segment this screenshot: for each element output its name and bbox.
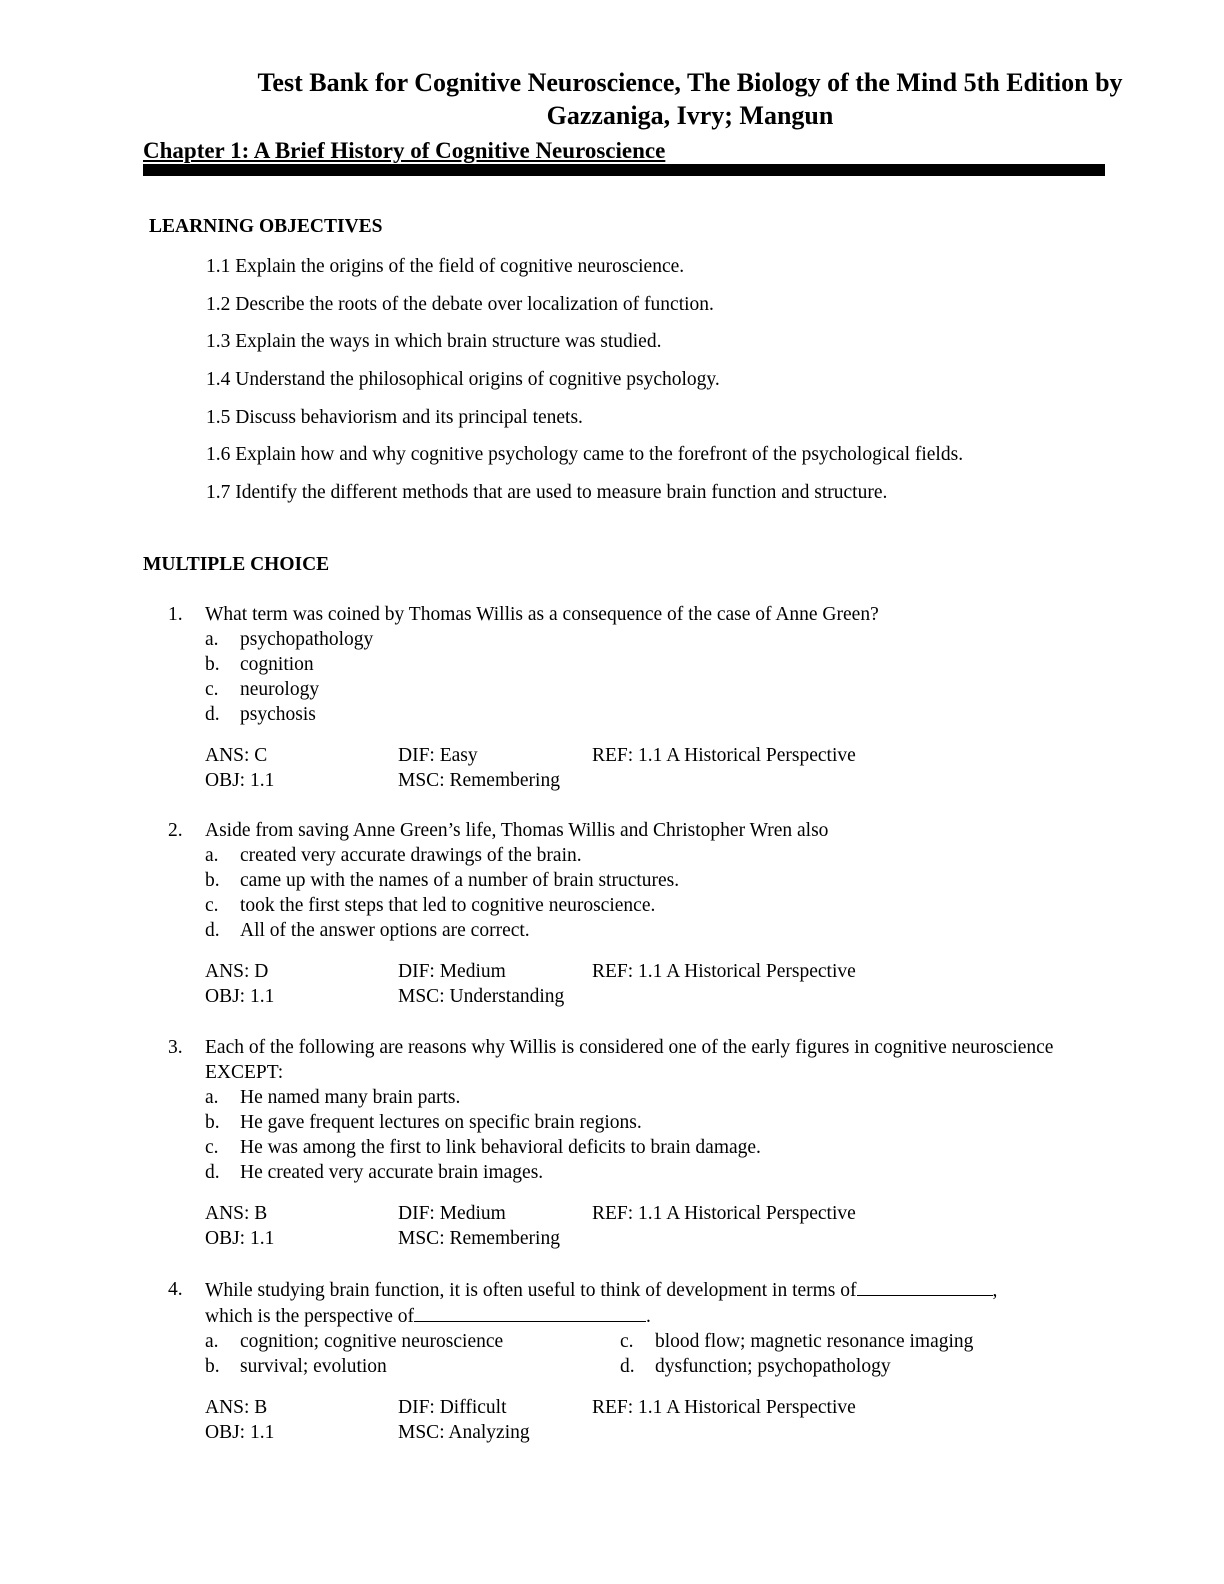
skill-level: MSC: Remembering <box>398 770 560 791</box>
difficulty: DIF: Easy <box>398 745 478 766</box>
option-text: neurology <box>240 679 320 700</box>
option-text: cognition; cognitive neuroscience <box>240 1331 504 1352</box>
question-3 <box>168 1035 1108 1251</box>
option-list <box>205 843 1108 943</box>
reference: REF: 1.1 A Historical Perspective <box>592 745 856 766</box>
option-letter: d. <box>205 920 220 941</box>
reference: REF: 1.1 A Historical Perspective <box>592 961 856 982</box>
answer-option <box>205 1135 1108 1160</box>
objective-ref: OBJ: 1.1 <box>205 1228 275 1249</box>
answer-option <box>205 843 1108 868</box>
objective-ref: OBJ: 1.1 <box>205 1422 275 1443</box>
option-text: came up with the names of a number of brain structures. <box>240 870 680 891</box>
skill-level: MSC: Understanding <box>398 986 565 1007</box>
objective-item: 1.3 Explain the ways in which brain structure was studied. <box>206 331 662 353</box>
question-metadata <box>205 1201 1108 1251</box>
option-letter: b. <box>205 654 220 675</box>
difficulty: DIF: Medium <box>398 961 506 982</box>
question-metadata <box>205 959 1108 1009</box>
question-stem-part: , <box>992 1280 998 1301</box>
option-text: All of the answer options are correct. <box>240 920 530 941</box>
option-letter: a. <box>205 1087 219 1108</box>
skill-level: MSC: Analyzing <box>398 1422 530 1443</box>
difficulty: DIF: Difficult <box>398 1397 507 1418</box>
option-letter: b. <box>205 1356 220 1377</box>
answer-option <box>205 677 1108 702</box>
answer-key: ANS: B <box>205 1397 268 1418</box>
question-stem: What term was coined by Thomas Willis as a consequence of the case of Anne Green? <box>205 604 879 625</box>
question-4 <box>168 1277 1108 1445</box>
option-letter: d. <box>205 704 220 725</box>
fill-in-blank <box>857 1277 993 1296</box>
option-text: created very accurate drawings of the brain. <box>240 845 582 866</box>
answer-option <box>620 1354 1040 1379</box>
reference: REF: 1.1 A Historical Perspective <box>592 1397 856 1418</box>
question-stem: Aside from saving Anne Green’s life, Thomas Willis and Christopher Wren also <box>205 820 829 841</box>
question-number: 4. <box>168 1279 183 1300</box>
question-stem: Each of the following are reasons why Willis is considered one of the early figures in cognitive neuroscience EXCEPT: <box>205 1037 1054 1083</box>
question-number: 1. <box>168 604 183 625</box>
option-text: cognition <box>240 654 314 675</box>
option-text: survival; evolution <box>240 1356 387 1377</box>
option-text: dysfunction; psychopathology <box>655 1356 891 1377</box>
option-letter: d. <box>205 1162 220 1183</box>
learning-objectives-heading: LEARNING OBJECTIVES <box>149 216 383 237</box>
question-stem-part: which is the perspective of <box>205 1306 415 1327</box>
fill-in-blank <box>414 1303 646 1322</box>
answer-option <box>620 1329 1040 1354</box>
option-letter: b. <box>205 870 220 891</box>
objective-item: 1.4 Understand the philosophical origins of cognitive psychology. <box>206 369 720 391</box>
option-letter: b. <box>205 1112 220 1133</box>
objective-ref: OBJ: 1.1 <box>205 770 275 791</box>
option-text: took the first steps that led to cognitive neuroscience. <box>240 895 656 916</box>
learning-objectives-list <box>206 254 1106 518</box>
answer-option <box>205 1329 620 1354</box>
question-stem-part: . <box>646 1306 651 1327</box>
multiple-choice-heading: MULTIPLE CHOICE <box>143 554 330 575</box>
option-letter: c. <box>205 895 219 916</box>
answer-option <box>205 893 1108 918</box>
reference: REF: 1.1 A Historical Perspective <box>592 1203 856 1224</box>
answer-option <box>205 702 1108 727</box>
question-number: 3. <box>168 1037 183 1058</box>
objective-item: 1.7 Identify the different methods that are used to measure brain function and structure. <box>206 482 888 504</box>
question-metadata <box>205 743 1108 793</box>
option-text: He was among the first to link behavioral deficits to brain damage. <box>240 1137 761 1158</box>
option-letter: c. <box>205 679 219 700</box>
option-list <box>205 627 1108 727</box>
page-title <box>140 66 1224 132</box>
answer-option <box>205 652 1108 677</box>
answer-key: ANS: C <box>205 745 268 766</box>
option-grid <box>205 1329 1108 1379</box>
option-text: psychosis <box>240 704 316 725</box>
title-line-1: Test Bank for Cognitive Neuroscience, The Biology of the Mind 5th Edition by <box>257 68 1123 97</box>
option-letter: a. <box>205 1331 219 1352</box>
answer-option <box>205 868 1108 893</box>
option-text: He named many brain parts. <box>240 1087 461 1108</box>
objective-item: 1.1 Explain the origins of the field of cognitive neuroscience. <box>206 256 685 277</box>
option-list <box>205 1085 1108 1185</box>
answer-option <box>205 918 1108 943</box>
option-letter: a. <box>205 629 219 650</box>
answer-key: ANS: D <box>205 961 269 982</box>
answer-option <box>205 1354 620 1379</box>
question-stem-part: While studying brain function, it is often useful to think of development in terms of <box>205 1280 857 1301</box>
answer-option <box>205 1110 1108 1135</box>
question-2 <box>168 818 1108 1009</box>
option-letter: d. <box>620 1356 635 1377</box>
objective-item: 1.2 Describe the roots of the debate over localization of function. <box>206 293 714 315</box>
option-text: psychopathology <box>240 629 374 650</box>
objective-item: 1.6 Explain how and why cognitive psychology came to the forefront of the psychological fields. <box>206 444 964 466</box>
option-text: He created very accurate brain images. <box>240 1162 544 1183</box>
answer-key: ANS: B <box>205 1203 268 1224</box>
option-text: He gave frequent lectures on specific brain regions. <box>240 1112 642 1133</box>
difficulty: DIF: Medium <box>398 1203 506 1224</box>
answer-option <box>205 1160 1108 1185</box>
question-metadata <box>205 1395 1108 1445</box>
question-number: 2. <box>168 820 183 841</box>
answer-option <box>205 1085 1108 1110</box>
option-text: blood flow; magnetic resonance imaging <box>655 1331 974 1352</box>
chapter-title: Chapter 1: A Brief History of Cognitive Neuroscience <box>143 138 666 163</box>
option-letter: c. <box>620 1331 634 1352</box>
answer-option <box>205 627 1108 652</box>
objective-item: 1.5 Discuss behaviorism and its principal tenets. <box>206 406 583 428</box>
question-stem <box>205 1277 1108 1329</box>
question-1 <box>168 602 1108 793</box>
objective-ref: OBJ: 1.1 <box>205 986 275 1007</box>
title-line-2: Gazzaniga, Ivry; Mangun <box>546 101 834 130</box>
option-letter: a. <box>205 845 219 866</box>
option-letter: c. <box>205 1137 219 1158</box>
skill-level: MSC: Remembering <box>398 1228 560 1249</box>
chapter-divider <box>143 164 1105 176</box>
